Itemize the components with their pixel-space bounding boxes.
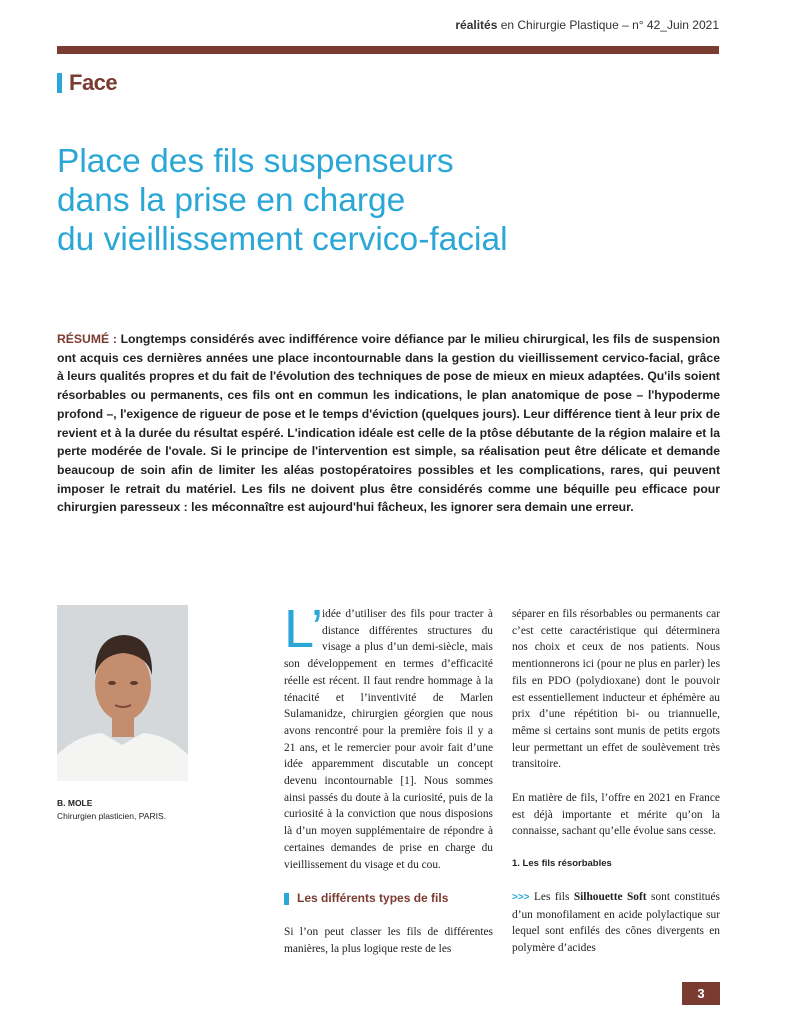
intro-paragraph: idée d’utiliser des fils pour tracter à distance différentes structures du visage a plus d’un demi-siècle, mais son développement en termes d’efficacité réelle est récent. Il faut rendre hommage à la ténacité et l’inventivité de Marlen Sulamanidze, chirurgien géorgien que nous avons rencontré pour la première fois il y a 21 ans, et le remercier pour avoir fait d’une idée apparemment discutable un concept devenu incontournable [1]. Nous sommes ainsi passés du doute à la curiosité, puis de la curiosité à la conviction que nous disposions là d’un moyen supplémentaire de répondre à certaines demandes de prise en charge du vieillissement du visage et du cou. [284,608,493,871]
abstract-label: RÉSUMÉ : [57,332,117,346]
title-line-1: Place des fils suspenseurs [57,143,454,180]
section-marker [57,73,62,93]
subheading-marker [284,893,289,905]
header-rule [57,46,719,54]
author-portrait-image [57,605,188,781]
subheading-resorbable: 1. Les fils résorbables [512,858,612,870]
page-number: 3 [682,982,720,1005]
arrow-marker-icon: >>> [512,891,530,903]
paragraph: Si l’on peut classer les fils de différentes manières, la plus logique reste de les [284,925,493,955]
text-fragment: Les fils [529,890,574,903]
author-name: B. MOLE [57,798,93,808]
product-name: Silhouette Soft [573,890,647,903]
author-photo [57,605,188,781]
subheading-types [284,890,493,907]
section-label [57,70,117,96]
title-line-3: du vieillissement cervico-facial [57,221,508,258]
paragraph: En matière de fils, l’offre en 2021 en France est déjà importante et mérite qu’on la connaisse, sachant qu’elle évolue sans cesse. [512,792,720,838]
paragraph: séparer en fils résorbables ou permanents car c’est cette caractéristique qui déterminera nos choix et ceux de nos patients. Nous mentionnerons ici (pour ne plus en parler) les fils en PDO (polydioxane) dont le pouvoir est essentiellement inducteur et éphémère au prix d’une répétition bi- ou triannuelle, même si certains sont munis de petits ergots leur permettant un effet de soulèvement très transitoire. [512,608,720,771]
subheading-text: Les différents types de fils [297,891,449,906]
title-line-2: dans la prise en charge [57,182,406,219]
journal-name: réalités [455,18,498,32]
abstract [57,330,720,517]
abstract-text: Longtemps considérés avec indifférence voire défiance par le milieu chirurgical, les fils de suspension ont acquis ces dernières années une place incontournable dans la gestion du vieillissement cervico-facial, grâce à leurs qualités propres et du fait de l'évolution des techniques de pose de mieux en mieux adaptées. Qu'ils soient résorbables ou permanents, ces fils ont en commun les indications, le plan anatomique de pose – l'hypoderme profond –, l'exigence de rigueur de pose et le temps d'éviction (quelques jours). Leur différence tient à leur prix de revient et à la durée du résultat espéré. L'indication idéale est celle de la ptôse débutante de la région malaire et la perte modérée de l'ovale. Si le principe de l'intervention est simple, sa réalisation peut être délicate et demande beaucoup de soin afin de limiter les aléas postopératoires possibles et les complications, rares, qui peuvent imposer le retrait du matériel. Les fils ne doivent plus être considérés comme une béquille peu efficace pour chirurgien paresseux : les méconnaître est aujourd'hui fâcheux, les ignorer sera demain une erreur. [57,332,720,515]
body-column-1 [284,599,493,957]
author-role: Chirurgien plasticien, PARIS. [57,811,166,821]
journal-header [455,18,719,32]
issue-info: en Chirurgie Plastique – n° 42_Juin 2021 [497,18,719,32]
body-column-2 [512,606,720,957]
drop-cap: L’ [284,599,324,659]
paragraph [512,889,720,957]
article-title [57,142,737,259]
section-title: Face [69,70,118,95]
text-fragment: sont constitués d’un monofilament en acide polylactique sur lequel sont enfilés des cônes divergents en polymère d’acides [512,890,720,954]
